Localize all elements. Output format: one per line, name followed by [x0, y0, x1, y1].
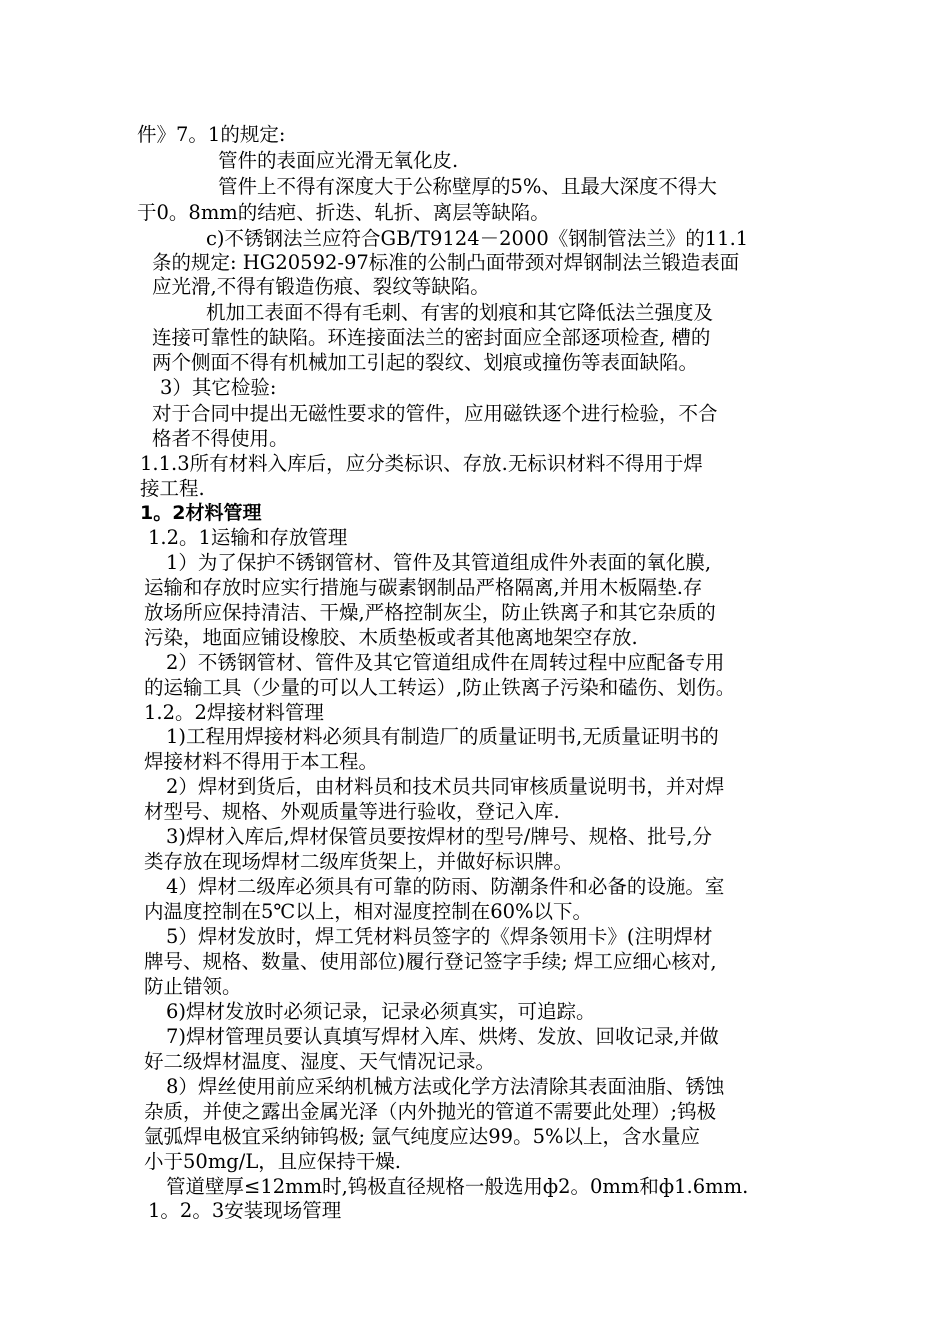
text-line: 对于合同中提出无磁性要求的管件，应用磁铁逐个进行检验，不合: [152, 402, 718, 425]
text-line: 两个侧面不得有机械加工引起的裂纹、划痕或撞伤等表面缺陷。: [152, 351, 699, 374]
text-line: 牌号、规格、数量、使用部位)履行登记签字手续; 焊工应细心核对,: [144, 950, 717, 973]
text-line: 的运输工具（少量的可以人工转运）,防止铁离子污染和磕伤、划伤。: [144, 676, 736, 699]
text-line: 管道壁厚≤12mm时,钨极直径规格一般选用ф2。0mm和ф1.6mm.: [166, 1175, 749, 1198]
text-line: 8）焊丝使用前应采纳机械方法或化学方法清除其表面油脂、锈蚀: [166, 1075, 725, 1098]
text-line: 内温度控制在5℃以上，相对湿度控制在60%以下。: [144, 900, 593, 923]
text-line: 管件上不得有深度大于公称壁厚的5%、且最大深度不得大: [218, 175, 717, 198]
text-line: 防止错领。: [144, 975, 242, 998]
subsection-heading: 1。2。3安装现场管理: [148, 1199, 342, 1222]
text-line: 格者不得使用。: [152, 427, 289, 450]
text-line: 1)工程用焊接材料必须具有制造厂的质量证明书,无质量证明书的: [166, 725, 719, 748]
text-line: 污染，地面应铺设橡胶、木质垫板或者其他离地架空存放.: [144, 626, 638, 649]
text-line: 好二级焊材温度、湿度、天气情况记录。: [144, 1050, 496, 1073]
text-line: 材型号、规格、外观质量等进行验收，登记入库.: [144, 800, 560, 823]
text-line: 6)焊材发放时必须记录，记录必须真实，可追踪。: [166, 1000, 596, 1023]
text-line: 连接可靠性的缺陷。环连接面法兰的密封面应全部逐项检查, 槽的: [152, 326, 711, 349]
text-line: 管件的表面应光滑无氧化皮.: [218, 149, 459, 172]
text-line: 2）不锈钢管材、管件及其它管道组成件在周转过程中应配备专用: [166, 651, 725, 674]
text-line: 3)焊材入库后,焊材保管员要按焊材的型号/牌号、规格、批号,分: [166, 825, 712, 848]
text-line: 2）焊材到货后，由材料员和技术员共同审核质量说明书，并对焊: [166, 775, 725, 798]
text-line: 氩弧焊电极宜采纳铈钨极; 氩气纯度应达99。5%以上，含水量应: [144, 1125, 701, 1148]
text-line: 应光滑,不得有锻造伤痕、裂纹等缺陷。: [152, 275, 490, 298]
text-line: 小于50mg/L，且应保持干燥.: [144, 1150, 402, 1173]
text-line: 运输和存放时应实行措施与碳素钢制品严格隔离,并用木板隔垫.存: [144, 576, 703, 599]
text-line: 7)焊材管理员要认真填写焊材入库、烘烤、发放、回收记录,并做: [166, 1025, 719, 1048]
text-line: 于0。8mm的结疤、折迭、轧折、离层等缺陷。: [137, 201, 550, 224]
text-line: 接工程.: [140, 477, 205, 500]
subsection-heading: 1.2。2焊接材料管理: [144, 701, 324, 724]
text-line: 5）焊材发放时，焊工凭材料员签字的《焊条领用卡》(注明焊材: [166, 925, 713, 948]
text-line: 3）其它检验:: [160, 376, 277, 399]
text-line: 焊接材料不得用于本工程。: [144, 750, 379, 773]
text-line: 1.1.3所有材料入库后，应分类标识、存放.无标识材料不得用于焊: [140, 452, 703, 475]
text-line: 类存放在现场焊材二级库货架上，并做好标识牌。: [144, 850, 574, 873]
text-line: 放场所应保持清洁、干燥,严格控制灰尘，防止铁离子和其它杂质的: [144, 601, 716, 624]
section-heading: 1。2材料管理: [140, 502, 262, 524]
text-line: 条的规定: HG20592-97标准的公制凸面带颈对焊钢制法兰锻造表面: [152, 251, 740, 274]
text-line: 杂质，并使之露出金属光泽（内外抛光的管道不需要此处理）;钨极: [144, 1100, 717, 1123]
text-line: 4）焊材二级库必须具有可靠的防雨、防潮条件和必备的设施。室: [166, 875, 725, 898]
text-line: 机加工表面不得有毛刺、有害的划痕和其它降低法兰强度及: [206, 301, 714, 324]
subsection-heading: 1.2。1运输和存放管理: [148, 526, 348, 549]
text-line: c)不锈钢法兰应符合GB/T9124－2000《钢制管法兰》的11.1: [206, 227, 749, 250]
text-line: 1）为了保护不锈钢管材、管件及其管道组成件外表面的氧化膜,: [166, 551, 712, 574]
text-line: 件》7。1的规定:: [137, 123, 286, 146]
